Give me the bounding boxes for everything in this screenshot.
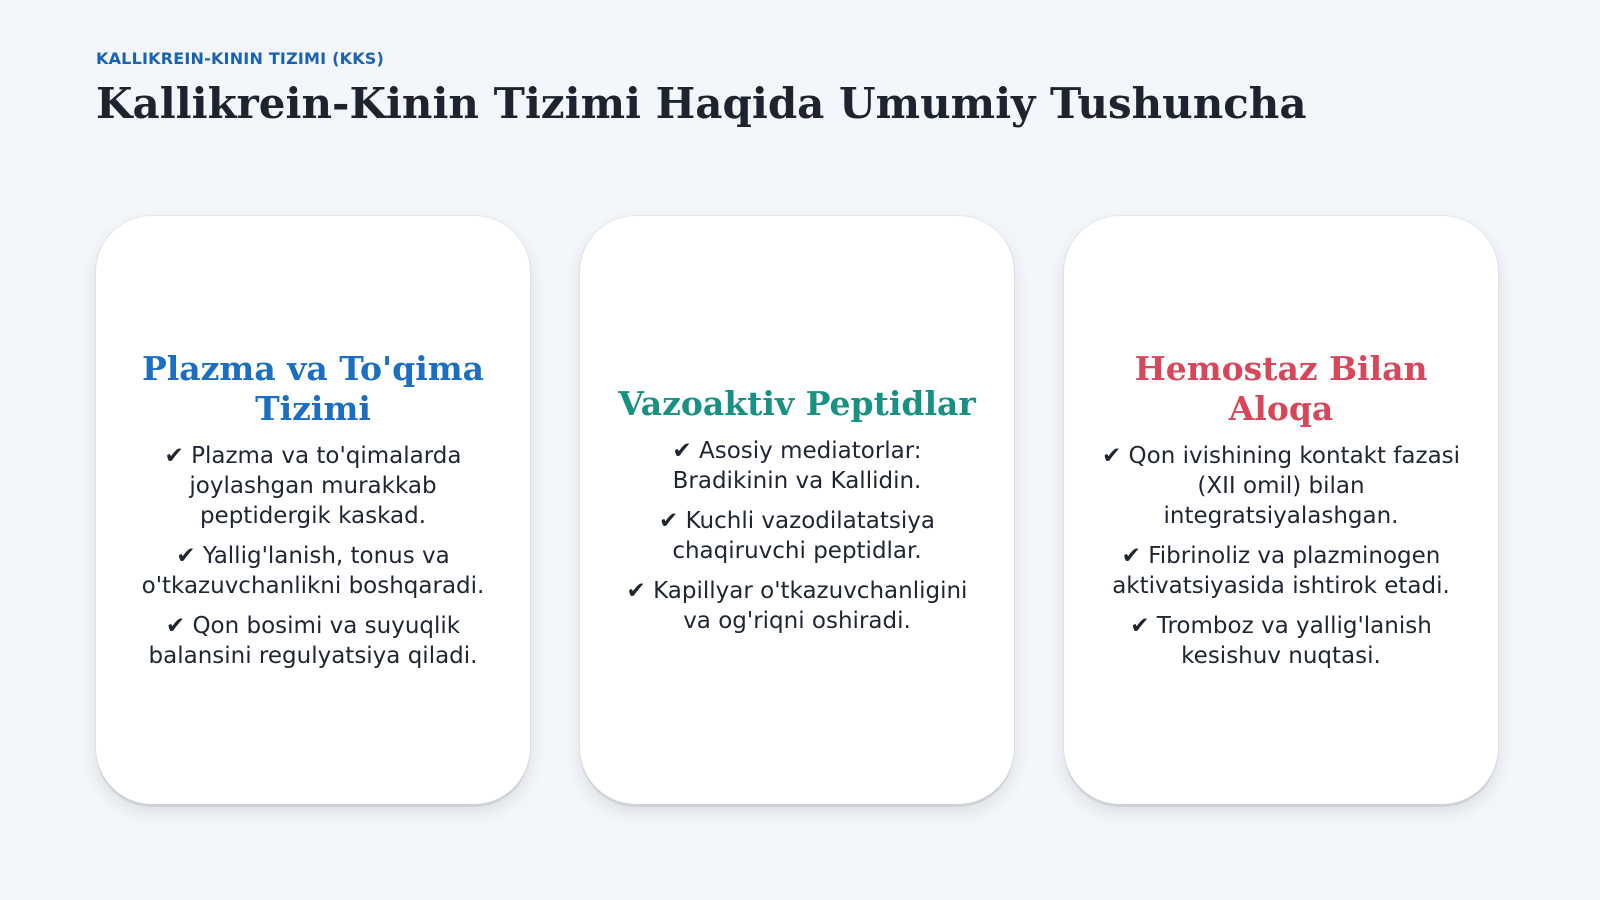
card-plasma-tissue (96, 216, 530, 804)
card-point: ✔ Qon ivishining kontakt fazasi (XII omil) bilan integratsiyalashgan. (1101, 443, 1461, 529)
card-point: ✔ Plazma va to'qimalarda joylashgan murakkab peptidergik kaskad. (164, 443, 462, 529)
slide-title: Kallikrein-Kinin Tizimi Haqida Umumiy Tushuncha (96, 79, 1307, 128)
card-point: ✔ Qon bosimi va suyuqlik balansini regulyatsiya qiladi. (148, 613, 478, 669)
card-title: Hemostaz Bilan Aloqa (1134, 349, 1428, 428)
card-point: ✔ Fibrinoliz va plazminogen aktivatsiyasida ishtirok etadi. (1112, 543, 1450, 599)
card-point: ✔ Tromboz va yallig'lanish kesishuv nuqtasi. (1130, 613, 1432, 669)
card-row (96, 216, 1498, 804)
slide-header (96, 48, 1307, 132)
card-vasoactive-peptides (580, 216, 1014, 804)
card-point: ✔ Yallig'lanish, tonus va o'tkazuvchanlikni boshqaradi. (141, 543, 485, 599)
section-eyebrow: KALLIKREIN-KININ TIZIMI (KKS) (96, 49, 385, 68)
card-point: ✔ Kapillyar o'tkazuvchanligini va og'riqni oshiradi. (626, 578, 968, 634)
card-hemostasis (1064, 216, 1498, 804)
card-title: Plazma va To'qima Tizimi (141, 349, 485, 428)
card-point: ✔ Kuchli vazodilatatsiya chaqiruvchi peptidlar. (659, 508, 935, 564)
card-title: Vazoaktiv Peptidlar (618, 384, 976, 423)
card-point: ✔ Asosiy mediatorlar: Bradikinin va Kallidin. (672, 438, 922, 494)
